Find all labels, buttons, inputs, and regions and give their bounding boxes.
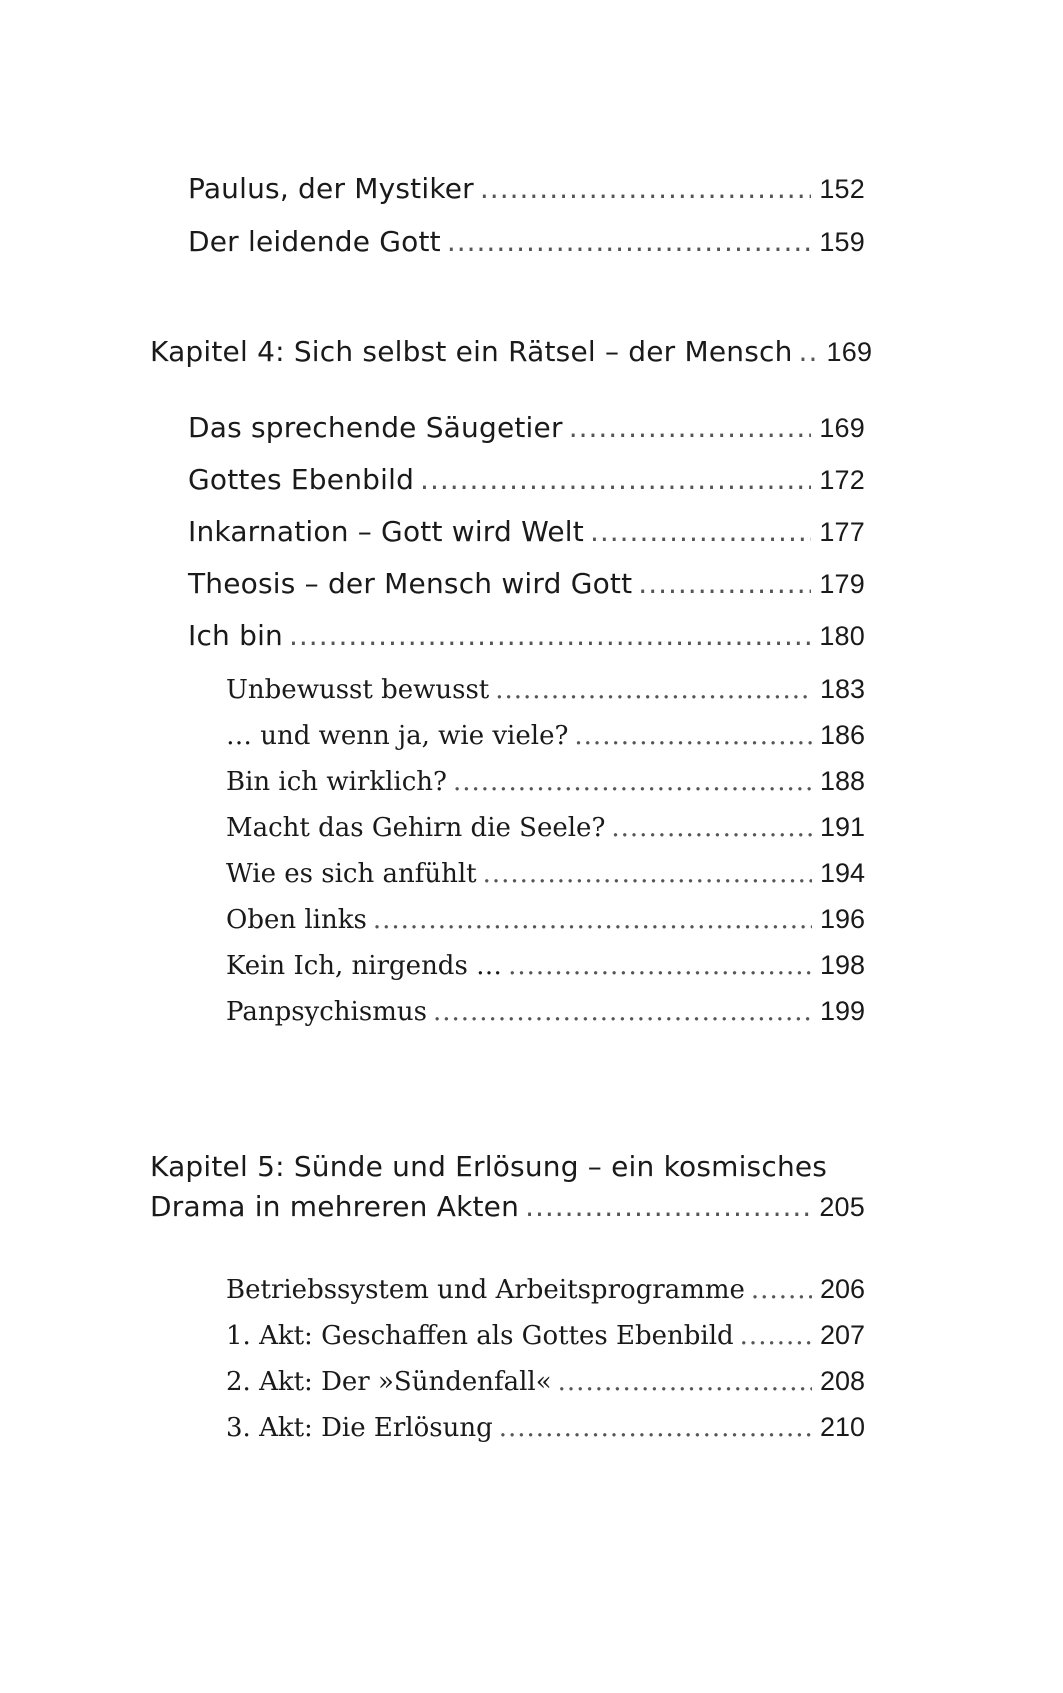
dot-leader <box>740 1321 812 1351</box>
dot-leader <box>453 767 812 797</box>
toc-entry-page: 169 <box>819 413 865 443</box>
toc-entry-title: Ich bin <box>188 619 283 652</box>
dot-leader <box>480 172 811 205</box>
dot-leader <box>483 859 812 889</box>
toc-entry-title: Bin ich wirklich? <box>226 767 447 797</box>
toc-entry <box>188 515 865 548</box>
toc-entry <box>188 619 865 652</box>
toc-entry-page: 172 <box>819 465 865 495</box>
toc-entry-page: 183 <box>819 674 865 704</box>
toc-entry-title: Panpsychismus <box>226 997 427 1027</box>
toc-entry-page: 208 <box>819 1366 865 1396</box>
toc-entry-title: Gottes Ebenbild <box>188 463 415 496</box>
toc-subentry <box>226 766 865 797</box>
toc-entry-title: 1. Akt: Geschaffen als Gottes Ebenbild <box>226 1321 734 1351</box>
dot-leader <box>611 813 812 843</box>
toc-entry <box>188 225 865 258</box>
toc-entry-page: 179 <box>819 569 865 599</box>
dot-leader <box>574 721 812 751</box>
dot-leader <box>638 567 811 600</box>
toc-entry-title: Der leidende Gott <box>188 225 441 258</box>
dot-leader <box>447 225 812 258</box>
dot-leader <box>495 675 812 705</box>
toc-entry-title: Das sprechende Säugetier <box>188 411 563 444</box>
toc-entry-title: Macht das Gehirn die Seele? <box>226 813 606 843</box>
toc-entry <box>188 567 865 600</box>
toc-entry-page: 152 <box>819 174 865 204</box>
dot-leader <box>590 515 811 548</box>
toc-entry-page: 198 <box>819 950 865 980</box>
toc-subentry <box>226 1320 865 1351</box>
toc-entry-page: 205 <box>819 1192 865 1222</box>
dot-leader <box>508 951 812 981</box>
toc-entry <box>188 172 865 205</box>
toc-entry-title: … und wenn ja, wie viele? <box>226 721 569 751</box>
toc-entry-page: 186 <box>819 720 865 750</box>
toc-chapter-title: Kapitel 4: Sich selbst ein Rätsel – der Mensch <box>150 335 793 368</box>
toc-subentry <box>226 674 865 705</box>
toc-subentry <box>226 858 865 889</box>
dot-leader <box>499 1413 812 1443</box>
toc-chapter-entry <box>150 335 873 368</box>
toc-entry-page: 159 <box>819 227 865 257</box>
toc-entry <box>188 463 865 496</box>
toc-subentry <box>226 1274 865 1305</box>
toc-entry-title: Unbewusst bewusst <box>226 675 490 705</box>
dot-leader <box>289 619 811 652</box>
toc-subentry <box>226 720 865 751</box>
toc-entry-title: Oben links <box>226 905 367 935</box>
toc-entry-title: 2. Akt: Der »Sündenfall« <box>226 1367 552 1397</box>
toc-entry-page: 207 <box>819 1320 865 1350</box>
toc-entry-page: 180 <box>819 621 865 651</box>
toc-chapter-title-line1: Kapitel 5: Sünde und Erlösung – ein kosmisches <box>150 1150 828 1183</box>
toc-subentry <box>226 904 865 935</box>
toc-subentry <box>226 1366 865 1397</box>
toc-entry-title: Betriebssystem und Arbeitsprogramme <box>226 1275 745 1305</box>
dot-leader <box>433 997 812 1027</box>
toc-entry-title: Paulus, der Mystiker <box>188 172 474 205</box>
toc-entry-title: 3. Akt: Die Erlösung <box>226 1413 493 1443</box>
toc-entry-title: Inkarnation – Gott wird Welt <box>188 515 584 548</box>
dot-leader <box>751 1275 812 1305</box>
toc-entry-page: 199 <box>819 996 865 1026</box>
toc-chapter-title: Drama in mehreren Akten <box>150 1190 520 1223</box>
toc-entry-page: 206 <box>819 1274 865 1304</box>
toc-subentry <box>226 996 865 1027</box>
toc-entry-page: 177 <box>819 517 865 547</box>
toc-entry-title: Kein Ich, nirgends … <box>226 951 503 981</box>
toc-entry-page: 196 <box>819 904 865 934</box>
toc-subentry <box>226 812 865 843</box>
dot-leader <box>373 905 812 935</box>
dot-leader <box>525 1190 811 1223</box>
dot-leader <box>569 411 812 444</box>
toc-subentry <box>226 950 865 981</box>
toc-entry-page: 169 <box>826 337 873 367</box>
toc-entry-page: 191 <box>819 812 865 842</box>
toc-entry-title: Wie es sich anfühlt <box>226 859 477 889</box>
dot-leader <box>799 335 819 368</box>
toc-entry-page: 194 <box>819 858 865 888</box>
dot-leader <box>558 1367 812 1397</box>
dot-leader <box>420 463 811 496</box>
toc-entry-page: 210 <box>819 1412 865 1442</box>
toc-entry-page: 188 <box>819 766 865 796</box>
toc-subentry <box>226 1412 865 1443</box>
toc-entry <box>188 411 865 444</box>
toc-chapter-entry <box>150 1190 865 1223</box>
toc-entry-title: Theosis – der Mensch wird Gott <box>188 567 633 600</box>
